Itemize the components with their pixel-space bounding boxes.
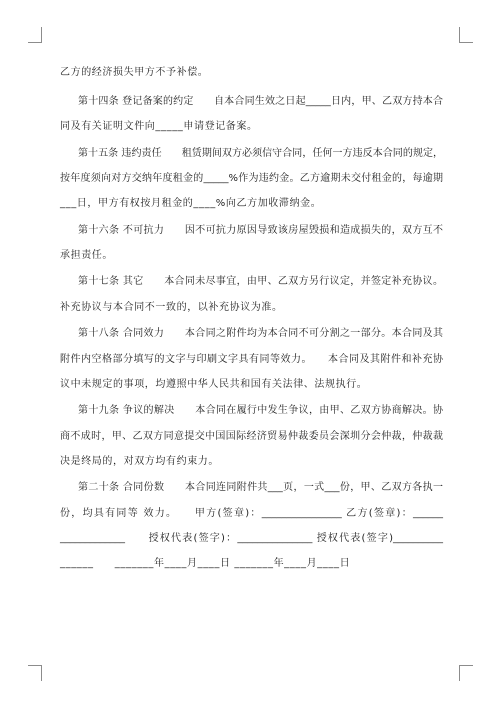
article-16-paragraph — [60, 218, 443, 269]
article-20-paragraph — [60, 475, 443, 576]
signature-line-parties: 份，均具有同等 效力。 甲方(签章)：________________ 乙方(签章)：______ — [60, 507, 443, 519]
article-18-paragraph — [60, 321, 443, 397]
article-18-line-2: 附件内空格部分填写的文字与印刷文字具有同等效力。 本合同及其附件和补充协 — [60, 353, 443, 365]
article-18-line-1: 第十八条 合同效力 本合同之附件均为本合同不可分割之一部分。本合同及其 — [78, 328, 443, 340]
article-19-paragraph — [60, 398, 443, 474]
article-15-line-1: 第十五条 违约责任 租赁期间双方必须信守合同，任何一方违反本合同的规定， — [78, 147, 443, 159]
crop-mark-bottom-right — [459, 665, 473, 681]
article-15-line-3: ___日，甲方有权按月租金的____%向乙方加收滞纳金。 — [60, 198, 322, 210]
article-20-line-1: 第二十条 合同份数 本合同连同附件共___页，一式___份，甲、乙双方各执一 — [78, 482, 443, 494]
signature-line-dates: ______ _______年____月____日 _______年____月____日 — [60, 558, 351, 570]
document-body — [60, 60, 443, 577]
article-17-line-1: 第十七条 其它 本合同未尽事宜，由甲、乙双方另行议定，并签定补充协议。 — [78, 276, 443, 288]
article-15-paragraph — [60, 141, 443, 217]
article-17-paragraph — [60, 269, 443, 320]
crop-mark-bottom-left — [28, 665, 42, 681]
article-14-paragraph — [60, 89, 443, 140]
article-15-line-2: 按年度须向对方交纳年度租金的_____%作为违约金。乙方逾期未交付租金的，每逾期 — [60, 172, 443, 184]
article-19-line-2: 商不成时，甲、乙双方同意提交中国国际经济贸易仲裁委员会深圳分会仲裁，仲裁裁 — [60, 430, 443, 442]
article-16-line-2: 承担责任。 — [60, 249, 113, 261]
crop-mark-top-right — [459, 27, 473, 43]
crop-mark-top-left — [28, 27, 42, 43]
article-14-line-2: 同及有关证明文件向_____申请登记备案。 — [60, 121, 258, 133]
article-16-line-1: 第十六条 不可抗力 因不可抗力原因导致该房屋毁损和造成损失的，双方互不 — [78, 224, 443, 236]
article-17-line-2: 补充协议与本合同不一致的，以补充协议为准。 — [60, 301, 283, 313]
article-18-line-3: 议中未规定的事项，均遵照中华人民共和国有关法律、法规执行。 — [60, 378, 368, 390]
continued-paragraph — [60, 60, 443, 85]
article-14-line-1: 第十四条 登记备案的约定 自本合同生效之日起_____日内，甲、乙双方持本合 — [78, 95, 443, 107]
article-19-line-1: 第十九条 争议的解决 本合同在履行中发生争议，由甲、乙双方协商解决。协 — [78, 405, 443, 417]
signature-line-representatives: _____________ 授权代表(签字)：_______________ 授权代表(签字)__________ — [60, 532, 443, 544]
continued-paragraph-line-1: 乙方的经济损失甲方不予补偿。 — [60, 67, 209, 78]
article-19-line-3: 决是终局的，对双方均有约束力。 — [60, 455, 219, 467]
